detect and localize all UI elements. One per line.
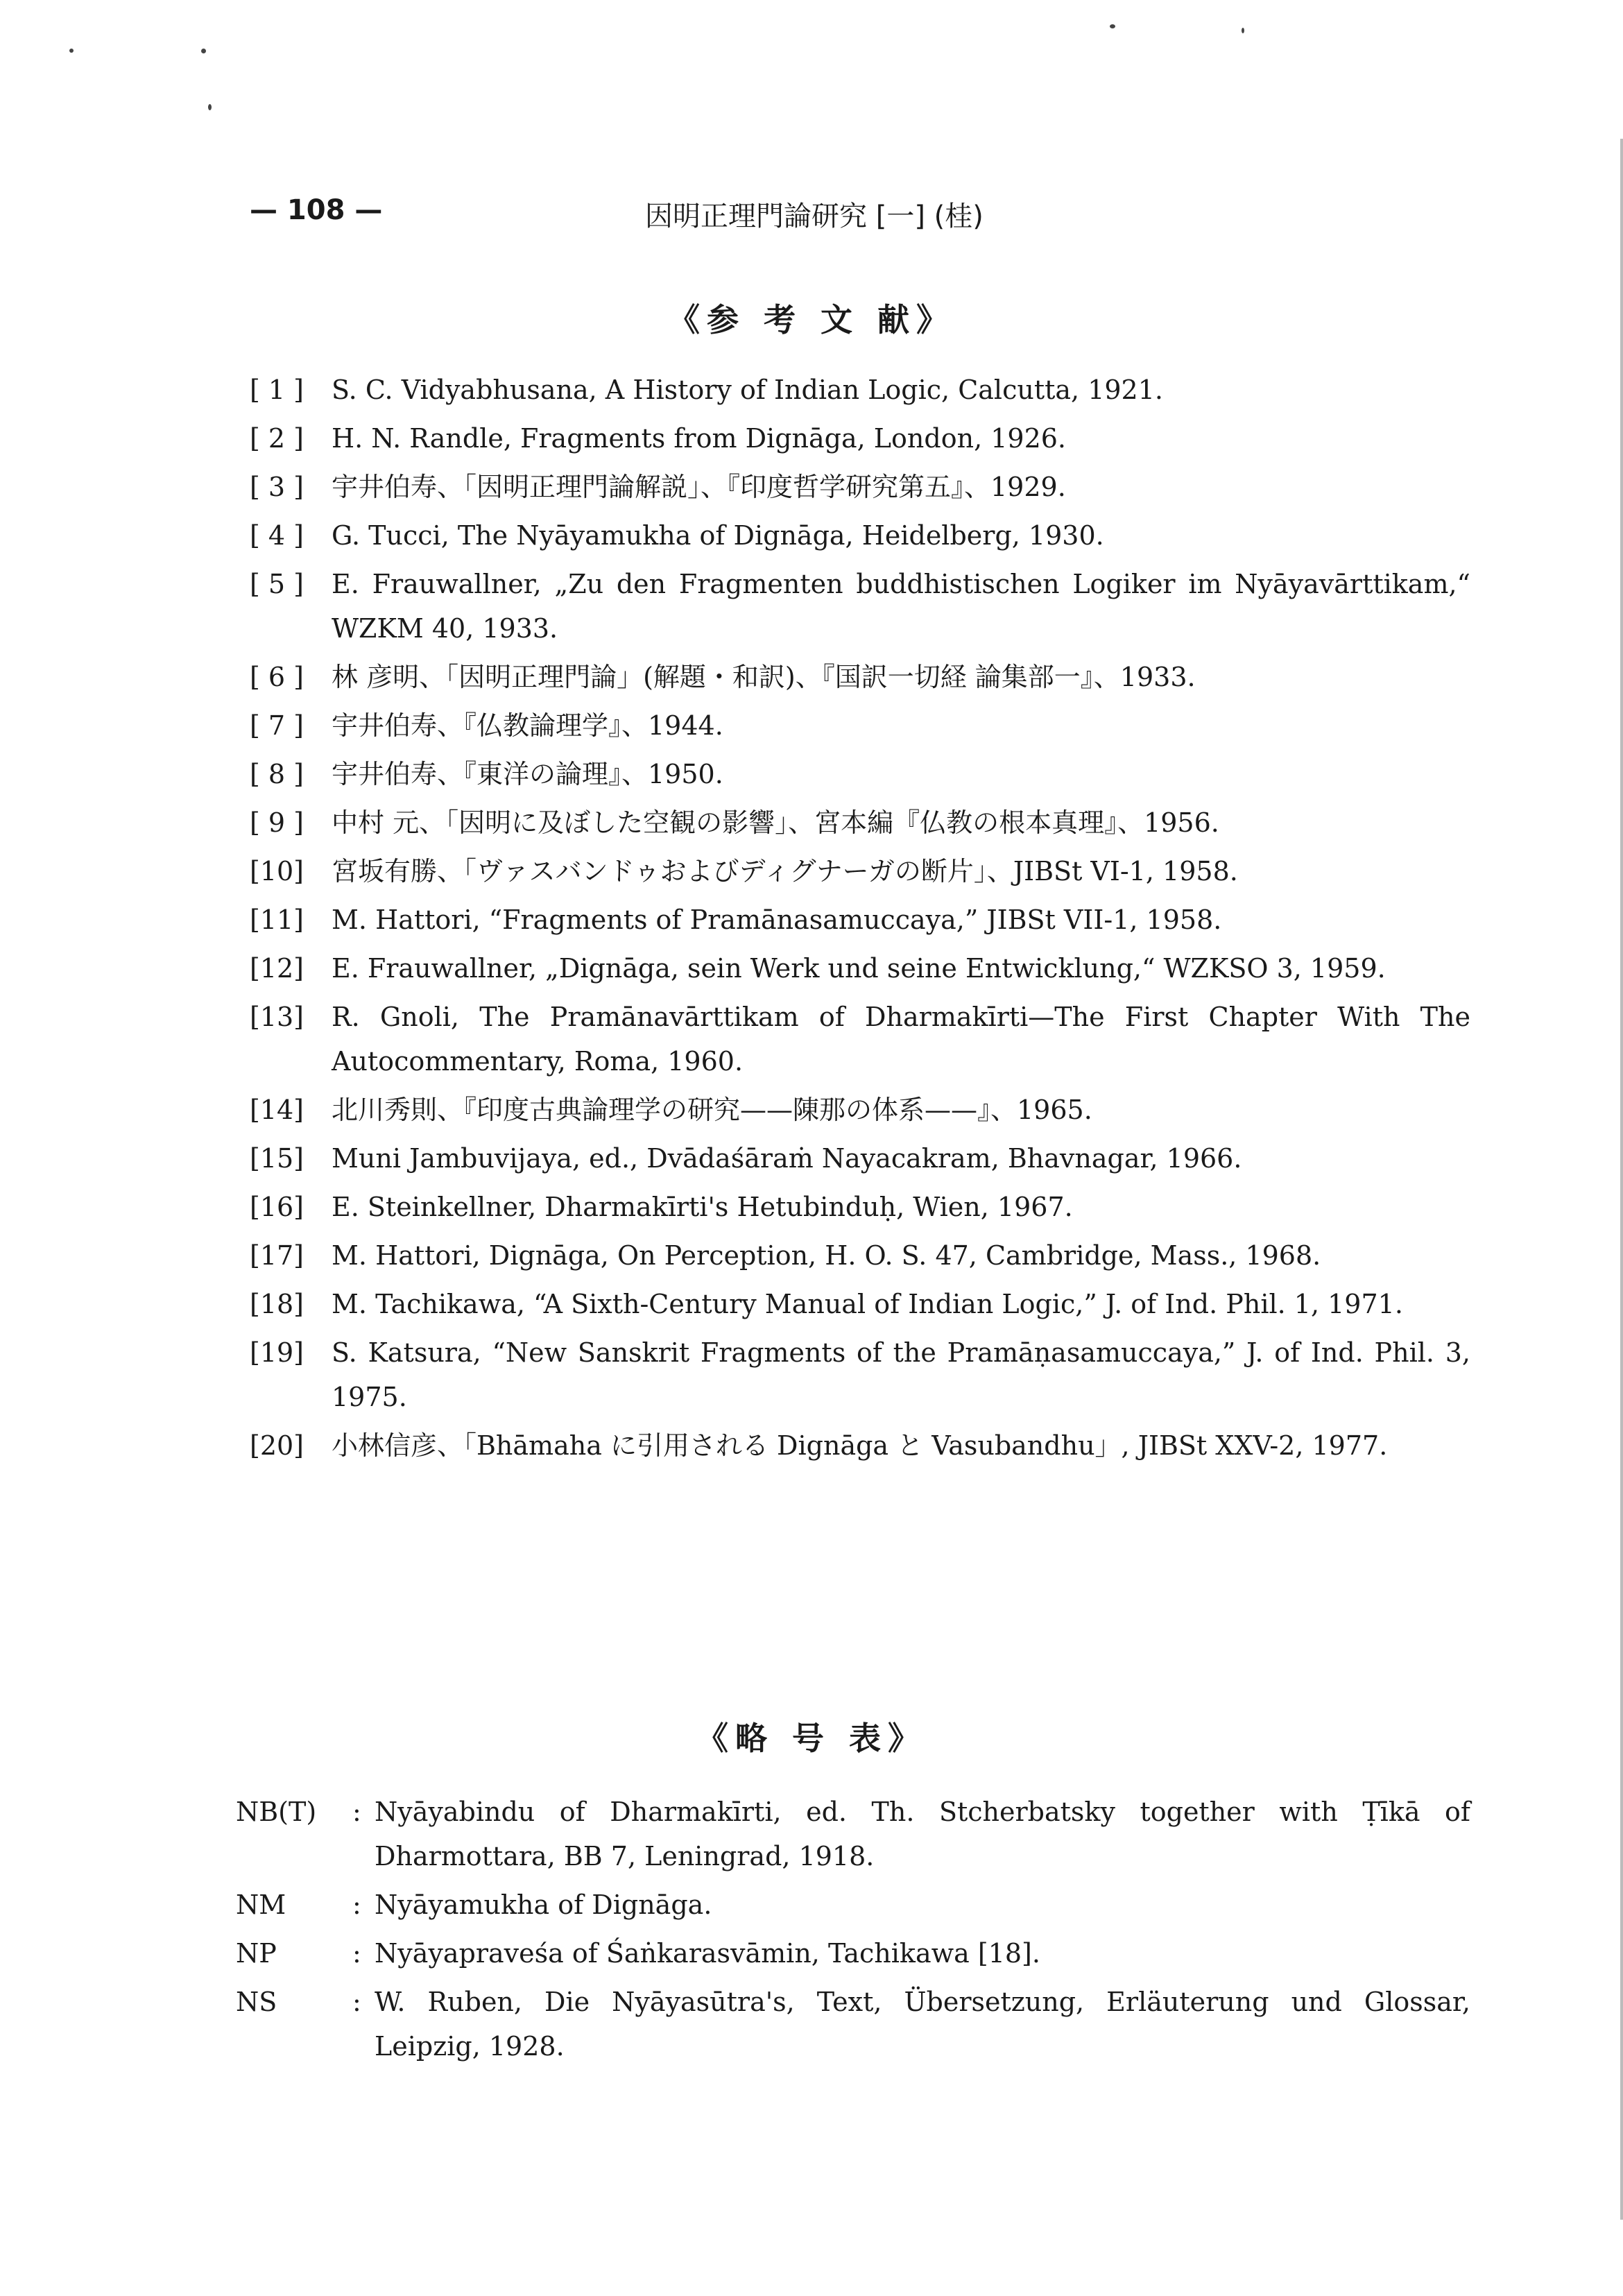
ref-text: 宇井伯寿、『仏教論理学』、1944. bbox=[332, 710, 723, 741]
reference-entry-16 bbox=[250, 1185, 1470, 1229]
abbr-text: Nyāyabindu of Dharmakīrti, ed. Th. Stcherbatsky together with Ṭīkā of Dharmottara, BB 7, Leningrad, 1918. bbox=[375, 1797, 1470, 1871]
abbr-text: Nyāyapraveśa of Śaṅkarasvāmin, Tachikawa [18]. bbox=[375, 1938, 1040, 1969]
ref-text: 林 彦明、「因明正理門論」(解題・和訳)、『国訳一切経 論集部一』、1933. bbox=[332, 662, 1196, 692]
abbr-colon: : bbox=[352, 1938, 361, 1969]
ref-key: [12] bbox=[250, 953, 304, 984]
reference-entry-11 bbox=[250, 898, 1470, 942]
abbreviation-entry-np bbox=[236, 1931, 1470, 1976]
abbr-colon: : bbox=[352, 1987, 361, 2017]
ref-key: [18] bbox=[250, 1289, 304, 1319]
ref-key: [ 1 ] bbox=[250, 375, 304, 405]
abbr-colon: : bbox=[352, 1890, 361, 1920]
abbr-colon: : bbox=[352, 1797, 361, 1827]
reference-entry-3 bbox=[250, 465, 1470, 509]
ref-text: 中村 元、「因明に及ぼした空観の影響」、宮本編『仏教の根本真理』、1956. bbox=[332, 807, 1219, 838]
reference-entry-10 bbox=[250, 849, 1470, 893]
reference-list bbox=[250, 368, 1470, 1472]
reference-entry-20 bbox=[250, 1423, 1470, 1468]
ref-text: Muni Jambuvijaya, ed., Dvādaśāraṁ Nayacakram, Bhavnagar, 1966. bbox=[332, 1143, 1242, 1174]
ref-key: [15] bbox=[250, 1143, 304, 1174]
reference-entry-7 bbox=[250, 703, 1470, 748]
reference-entry-5 bbox=[250, 562, 1470, 651]
reference-entry-2 bbox=[250, 416, 1470, 461]
reference-entry-12 bbox=[250, 946, 1470, 991]
abbreviation-entry-nm bbox=[236, 1883, 1470, 1927]
ref-text: 宇井伯寿、「因明正理門論解説」、『印度哲学研究第五』、1929. bbox=[332, 472, 1066, 502]
reference-entry-4 bbox=[250, 513, 1470, 558]
ref-text: E. Steinkellner, Dharmakīrti's Hetubinduḥ, Wien, 1967. bbox=[332, 1192, 1073, 1222]
ref-text: M. Tachikawa, “A Sixth-Century Manual of Indian Logic,” J. of Ind. Phil. 1, 1971. bbox=[332, 1289, 1403, 1319]
ref-key: [ 9 ] bbox=[250, 807, 304, 838]
ref-key: [14] bbox=[250, 1095, 304, 1125]
ref-key: [10] bbox=[250, 856, 304, 886]
ref-key: [ 3 ] bbox=[250, 472, 304, 502]
running-title: 因明正理門論研究 [一] (桂) bbox=[645, 200, 984, 232]
reference-entry-8 bbox=[250, 752, 1470, 796]
reference-entry-14 bbox=[250, 1088, 1470, 1132]
ref-text: 北川秀則、『印度古典論理学の研究——陳那の体系——』、1965. bbox=[332, 1095, 1092, 1125]
abbreviations-heading: 《略 号 表》 bbox=[696, 1720, 927, 1757]
reference-entry-9 bbox=[250, 800, 1470, 845]
reference-entry-6 bbox=[250, 655, 1470, 699]
ref-key: [ 2 ] bbox=[250, 423, 304, 454]
ref-key: [20] bbox=[250, 1430, 304, 1461]
page-header bbox=[0, 194, 1623, 236]
ref-key: [ 8 ] bbox=[250, 759, 304, 789]
ref-text: E. Frauwallner, „Zu den Fragmenten buddhistischen Logiker im Nyāyavārttikam,“ WZKM 40, 1933. bbox=[332, 569, 1470, 644]
ref-text: 小林信彦、「Bhāmaha に引用される Dignāga と Vasubandhu」, JIBSt XXV-2, 1977. bbox=[332, 1430, 1388, 1461]
ref-text: 宇井伯寿、『東洋の論理』、1950. bbox=[332, 759, 723, 789]
scan-speck bbox=[208, 104, 212, 110]
scan-margin-shadow bbox=[1620, 139, 1623, 2220]
abbr-text: W. Ruben, Die Nyāyasūtra's, Text, Übersetzung, Erläuterung und Glossar, Leipzig, 1928. bbox=[375, 1987, 1470, 2062]
reference-entry-15 bbox=[250, 1136, 1470, 1181]
scan-speck bbox=[1110, 24, 1115, 28]
ref-text: S. Katsura, “New Sanskrit Fragments of the Pramāṇasamuccaya,” J. of Ind. Phil. 3, 1975. bbox=[332, 1337, 1470, 1412]
references-heading: 《参 考 文 献》 bbox=[667, 301, 956, 339]
ref-text: R. Gnoli, The Pramānavārttikam of Dharmakīrti—The First Chapter With The Autocommentary, Roma, 1960. bbox=[332, 1002, 1470, 1077]
ref-key: [ 5 ] bbox=[250, 569, 304, 599]
ref-key: [ 4 ] bbox=[250, 520, 304, 551]
reference-entry-18 bbox=[250, 1282, 1470, 1326]
abbr-key: NP bbox=[236, 1938, 277, 1969]
ref-text: S. C. Vidyabhusana, A History of Indian Logic, Calcutta, 1921. bbox=[332, 375, 1163, 405]
ref-text: G. Tucci, The Nyāyamukha of Dignāga, Heidelberg, 1930. bbox=[332, 520, 1104, 551]
reference-entry-1 bbox=[250, 368, 1470, 412]
page-number: — 108 — bbox=[250, 194, 383, 226]
abbreviation-entry-ns bbox=[236, 1980, 1470, 2068]
scan-speck bbox=[201, 49, 206, 53]
scan-speck bbox=[69, 49, 74, 53]
reference-entry-13 bbox=[250, 995, 1470, 1083]
ref-key: [ 7 ] bbox=[250, 710, 304, 741]
ref-text: H. N. Randle, Fragments from Dignāga, London, 1926. bbox=[332, 423, 1067, 454]
abbr-key: NB(T) bbox=[236, 1797, 317, 1827]
ref-text: 宮坂有勝、「ヴァスバンドゥおよびディグナーガの断片」、JIBSt VI-1, 1958. bbox=[332, 856, 1238, 886]
ref-text: M. Hattori, “Fragments of Pramānasamuccaya,” JIBSt VII-1, 1958. bbox=[332, 905, 1222, 935]
ref-key: [19] bbox=[250, 1337, 304, 1368]
scan-speck bbox=[1242, 28, 1244, 33]
reference-entry-17 bbox=[250, 1233, 1470, 1278]
ref-key: [16] bbox=[250, 1192, 304, 1222]
abbreviation-entry-nbt bbox=[236, 1790, 1470, 1878]
ref-key: [ 6 ] bbox=[250, 662, 304, 692]
abbr-text: Nyāyamukha of Dignāga. bbox=[375, 1890, 712, 1920]
abbr-key: NM bbox=[236, 1890, 286, 1920]
ref-key: [17] bbox=[250, 1240, 304, 1271]
ref-text: M. Hattori, Dignāga, On Perception, H. O. S. 47, Cambridge, Mass., 1968. bbox=[332, 1240, 1321, 1271]
reference-entry-19 bbox=[250, 1330, 1470, 1419]
ref-key: [11] bbox=[250, 905, 304, 935]
ref-text: E. Frauwallner, „Dignāga, sein Werk und seine Entwicklung,“ WZKSO 3, 1959. bbox=[332, 953, 1386, 984]
ref-key: [13] bbox=[250, 1002, 304, 1032]
abbreviation-list bbox=[236, 1790, 1470, 2073]
abbr-key: NS bbox=[236, 1987, 277, 2017]
